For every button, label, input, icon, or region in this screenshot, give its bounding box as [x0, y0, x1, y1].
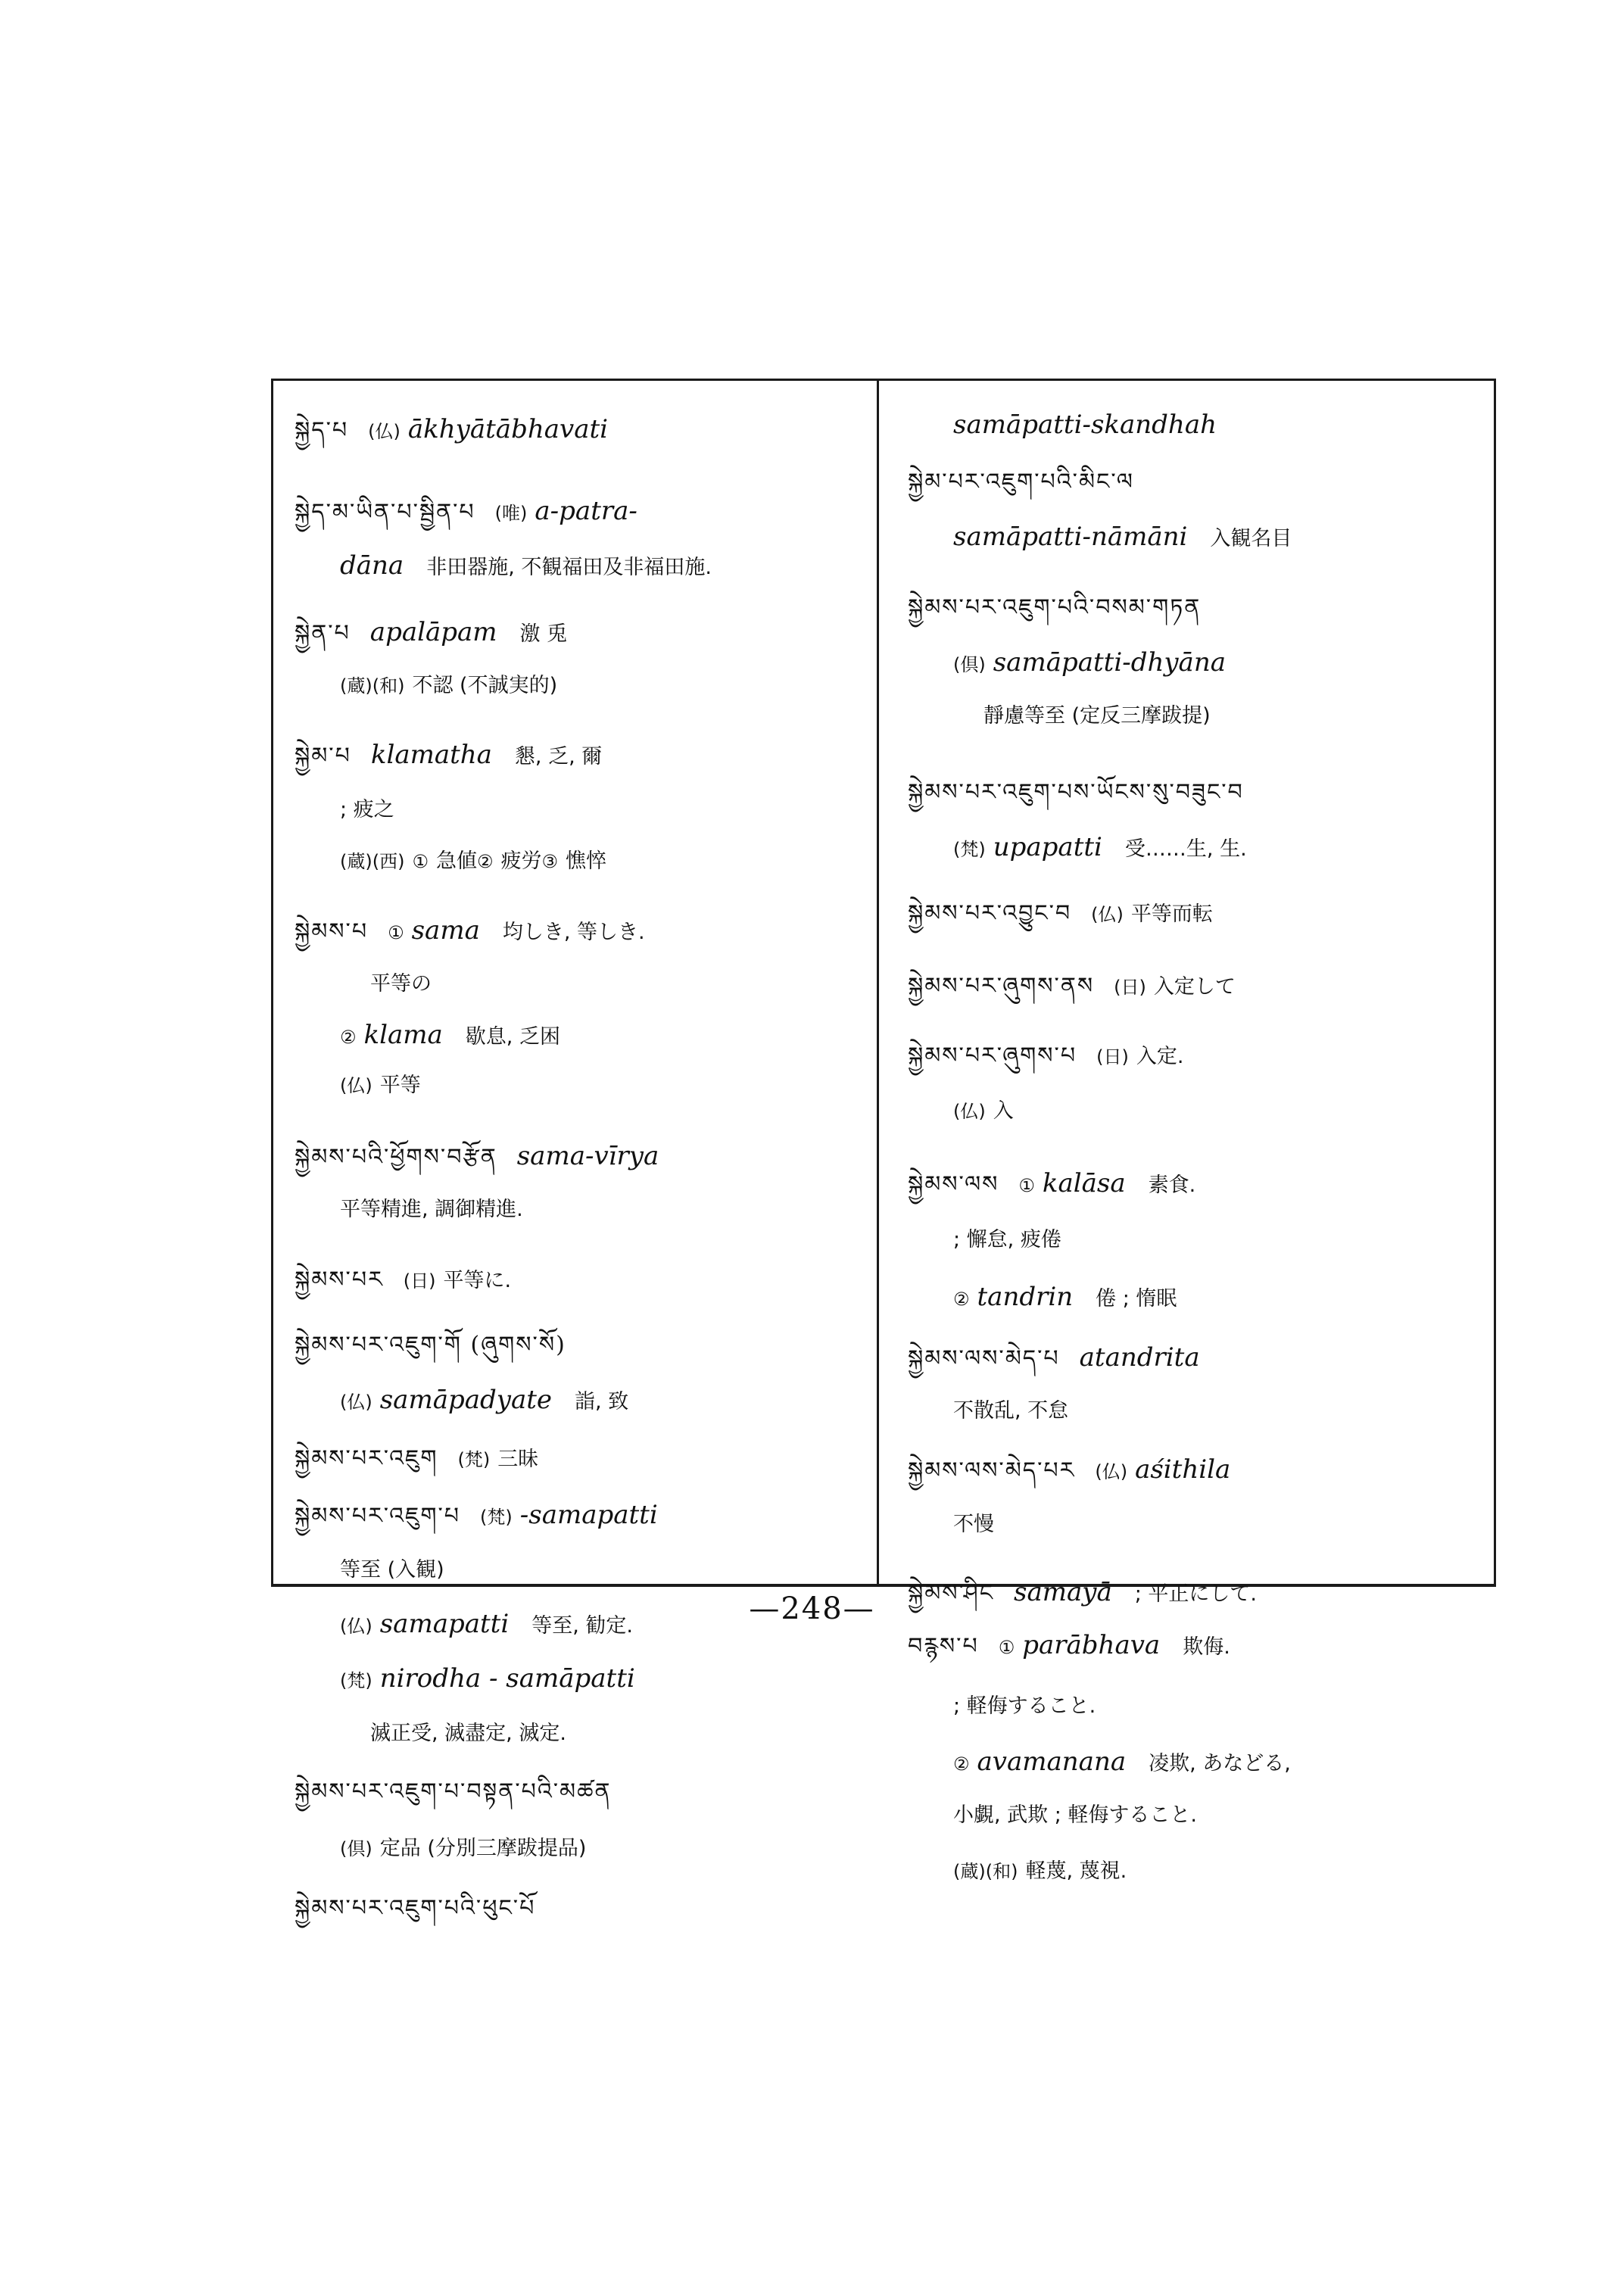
sanskrit-term: a-patra- — [535, 496, 637, 526]
entry-line — [908, 896, 1480, 933]
entry-continuation — [295, 843, 863, 880]
tibetan-headword: སྐྱེམས་ལས — [908, 1171, 999, 1198]
sanskrit-term: samāpatti-nāmāni — [953, 522, 1188, 552]
japanese-gloss: 欺侮. — [1183, 1635, 1230, 1659]
entry-continuation — [295, 965, 863, 1002]
dictionary-entry — [908, 590, 1480, 626]
sense-number: ① — [388, 922, 404, 943]
entry-continuation — [908, 697, 1480, 734]
dictionary-entry — [295, 1138, 863, 1176]
entry-continuation — [908, 1797, 1480, 1834]
sense-number: ② — [476, 851, 494, 872]
entry-line — [295, 912, 863, 951]
entry-line — [295, 1660, 863, 1699]
tibetan-headword: སྐྱེམས་པར་འཇུག — [295, 1445, 438, 1472]
dictionary-entry — [908, 968, 1480, 1005]
page-number: —248— — [749, 1591, 875, 1626]
sense-number: ③ — [541, 851, 558, 872]
japanese-gloss: 入定して — [1153, 975, 1236, 999]
japanese-gloss: 等至, 勧定. — [531, 1614, 633, 1638]
sanskrit-term: ākhyātābhavati — [407, 414, 609, 444]
tibetan-headword: སྐྱེམས་པར་འཇུག་པས་ཡོངས་སུ་བཟུང་བ — [908, 779, 1244, 806]
entry-line — [908, 407, 1480, 444]
tibetan-headword: སྐྱེམས་པར་འབྱུང་བ — [908, 900, 1072, 927]
japanese-gloss: 受……生, 生. — [1124, 837, 1247, 861]
japanese-gloss: 平等に. — [443, 1269, 512, 1292]
sanskrit-term: samāpatti-dhyāna — [993, 647, 1226, 678]
tibetan-headword: སྐྱེམས་ལས་མེད་པ — [908, 1345, 1060, 1372]
sanskrit-term: nirodha - samāpatti — [379, 1663, 635, 1694]
dictionary-entry — [908, 1627, 1480, 1666]
entry-continuation — [295, 1067, 863, 1104]
dictionary-entry — [295, 1774, 863, 1810]
entry-line — [908, 519, 1480, 557]
dictionary-entry — [295, 411, 863, 450]
entry-line — [908, 829, 1480, 868]
japanese-gloss: 平等 — [379, 1074, 421, 1097]
entry-continuation — [295, 1017, 863, 1055]
japanese-gloss: 三昧 — [497, 1448, 539, 1471]
entry-line — [908, 1744, 1480, 1782]
entry-line — [295, 547, 863, 586]
sense-number: ② — [953, 1753, 970, 1775]
japanese-gloss: 軽蔑, 蔑視. — [1025, 1859, 1127, 1883]
japanese-gloss: 憔悴 — [566, 849, 606, 873]
dictionary-entry — [908, 1339, 1480, 1377]
japanese-gloss: 急値 — [435, 849, 477, 873]
dictionary-entry — [295, 614, 863, 653]
japanese-gloss: 疲労 — [500, 849, 542, 873]
dictionary-entry — [908, 1038, 1480, 1075]
japanese-gloss: 入 — [993, 1099, 1014, 1123]
source-abbrev: (梵) — [953, 839, 986, 860]
entry-line — [295, 1262, 863, 1299]
entry-line — [295, 965, 863, 1002]
entry-line — [295, 1715, 863, 1752]
sanskrit-term: samapatti — [379, 1609, 510, 1639]
entry-continuation — [908, 1221, 1480, 1258]
entry-line — [295, 791, 863, 828]
entry-line — [295, 1551, 863, 1588]
entry-line — [908, 697, 1480, 734]
dictionary-entry — [295, 912, 863, 951]
entry-line — [908, 464, 1480, 500]
japanese-gloss: ; 懈怠, 疲倦 — [953, 1228, 1061, 1251]
tibetan-headword: སྐྱེམས་པར་འཇུག་པའི་ཕུང་པོ — [295, 1895, 536, 1922]
sense-number: ① — [998, 1637, 1015, 1658]
entry-line — [908, 1339, 1480, 1377]
entry-continuation — [908, 1506, 1480, 1543]
dictionary-entry — [908, 1451, 1480, 1490]
source-abbrev: (倶) — [953, 654, 986, 675]
tibetan-headword: སྐྱེམས་པར — [295, 1267, 384, 1293]
entry-line — [295, 1191, 863, 1228]
sense-number: ① — [412, 851, 429, 872]
entry-continuation — [908, 829, 1480, 868]
source-abbrev: (梵) — [340, 1670, 372, 1691]
entry-continuation — [908, 1744, 1480, 1782]
entry-continuation — [908, 407, 1480, 444]
right-column — [879, 381, 1494, 1883]
entry-line — [295, 1441, 863, 1478]
source-abbrev: (仏) — [340, 1616, 372, 1637]
entry-line — [908, 1451, 1480, 1490]
entry-continuation — [295, 791, 863, 828]
entry-continuation — [295, 1660, 863, 1699]
sanskrit-term: dāna — [340, 550, 404, 581]
source-abbrev: (日) — [1096, 1046, 1129, 1068]
source-abbrev: (日) — [403, 1270, 436, 1292]
source-abbrev: (仏) — [340, 1392, 372, 1413]
entry-line — [295, 614, 863, 653]
tibetan-headword: སྐྱེད་མ་ཡིན་པ་སྦྱིན་པ — [295, 499, 475, 525]
sense-number: ② — [340, 1027, 357, 1048]
tibetan-headword: སྐྱེམས་པར་ཞུགས་པ — [908, 1043, 1077, 1069]
source-abbrev: (蔵)(和) — [953, 1861, 1018, 1882]
dictionary-entry — [908, 775, 1480, 811]
sanskrit-term: -samapatti — [519, 1500, 658, 1530]
japanese-gloss: 不散乱, 不怠 — [953, 1399, 1069, 1423]
entry-line — [908, 1221, 1480, 1258]
entry-line — [295, 1067, 863, 1104]
japanese-gloss: 非田器施, 不観福田及非福田施. — [426, 556, 712, 579]
tibetan-headword: སྐྱེམས་པར་ཞུགས་ནས — [908, 973, 1095, 999]
japanese-gloss: ; 軽侮すること. — [953, 1694, 1096, 1718]
japanese-gloss: 詣, 致 — [575, 1390, 629, 1413]
tibetan-headword: སྐྱེམས་པར་འཇུག་གོ (ཞུགས་སོ) — [295, 1332, 566, 1358]
dictionary-entry — [908, 1165, 1480, 1204]
entry-continuation — [295, 547, 863, 586]
tibetan-headword: སྐྱེན་པ — [295, 620, 351, 647]
dictionary-entry — [295, 1890, 863, 1927]
sanskrit-term: samayā — [1014, 1577, 1112, 1607]
tibetan-headword: སྐྱེམས་པར་འཇུག་པའི་བསམ་གཏན — [908, 594, 1202, 621]
entry-continuation — [908, 1688, 1480, 1725]
japanese-gloss: 均しき, 等しき. — [502, 921, 645, 944]
sanskrit-term: tandrin — [977, 1282, 1074, 1312]
entry-line — [295, 1327, 863, 1364]
entry-line — [908, 775, 1480, 811]
source-abbrev: (仏) — [1091, 904, 1124, 925]
japanese-gloss: ; 平正にして. — [1134, 1582, 1258, 1606]
entry-line — [908, 968, 1480, 1005]
dictionary-entry — [908, 896, 1480, 933]
sanskrit-term: atandrita — [1079, 1342, 1200, 1373]
entry-line — [295, 1890, 863, 1927]
entry-continuation — [295, 1551, 863, 1588]
entry-line — [908, 590, 1480, 626]
source-abbrev: (梵) — [457, 1449, 491, 1470]
source-abbrev: (日) — [1114, 977, 1146, 998]
tibetan-headword: སྐྱེམས་པའི་ཕྱོགས་བརྩོན — [295, 1144, 497, 1170]
japanese-gloss: 定品 (分別三摩跋提品) — [379, 1837, 587, 1860]
japanese-gloss: 平等の — [370, 972, 432, 996]
sanskrit-term: aśithila — [1135, 1454, 1231, 1485]
source-abbrev: (仏) — [1095, 1461, 1128, 1482]
source-abbrev: (仏) — [368, 421, 401, 442]
japanese-gloss: 不認 (不誠実的) — [412, 674, 558, 697]
sanskrit-term: sama-vīrya — [516, 1141, 659, 1171]
entry-line — [295, 411, 863, 450]
sanskrit-term: upapatti — [993, 832, 1102, 862]
source-abbrev: (仏) — [340, 1075, 372, 1096]
entry-continuation — [908, 1279, 1480, 1317]
japanese-gloss: 倦 ; 惰眠 — [1096, 1287, 1177, 1311]
sanskrit-term: kalāsa — [1042, 1168, 1126, 1198]
entry-line — [295, 737, 863, 775]
japanese-gloss: 等至 (入観) — [340, 1558, 444, 1582]
source-abbrev: (仏) — [953, 1101, 986, 1122]
sanskrit-term: sama — [411, 915, 480, 946]
entry-line — [908, 1165, 1480, 1204]
entry-line — [295, 1382, 863, 1420]
sanskrit-term: klama — [363, 1020, 443, 1050]
entry-continuation — [295, 1382, 863, 1420]
entry-continuation — [295, 1191, 863, 1228]
japanese-gloss: ; 疲之 — [340, 798, 394, 821]
tibetan-headword: སྐྱེམས་པར་འཇུག་པ — [295, 1503, 461, 1529]
entry-line — [908, 1688, 1480, 1725]
entry-continuation — [908, 1853, 1480, 1890]
japanese-gloss: 激 兎 — [519, 622, 568, 646]
japanese-gloss: 入観名目 — [1210, 527, 1292, 550]
entry-line — [908, 1038, 1480, 1075]
sanskrit-term: klamatha — [370, 740, 492, 770]
japanese-gloss: 平等而転 — [1130, 902, 1213, 926]
tibetan-headword: སྐྱེམས་པ — [295, 918, 369, 945]
tibetan-headword: སྐྱེམ་པར་འཇུག་པའི་མིང་ལ — [908, 469, 1134, 495]
entry-line — [295, 843, 863, 880]
source-abbrev: (蔵)(和) — [340, 675, 405, 697]
tibetan-headword: སྐྱེམས་པར་འཇུག་པ་བསྟན་པའི་མཚན — [295, 1778, 612, 1805]
japanese-gloss: 平等精進, 調御精進. — [340, 1198, 523, 1221]
japanese-gloss: 入定. — [1136, 1045, 1184, 1068]
dictionary-entry — [295, 1497, 863, 1535]
japanese-gloss: 凌欺, あなどる, — [1149, 1752, 1291, 1775]
entry-line — [908, 1853, 1480, 1890]
entry-line — [908, 1279, 1480, 1317]
entry-line — [295, 1017, 863, 1055]
entry-continuation — [295, 1830, 863, 1867]
tibetan-headword: སྐྱེམ་པ — [295, 743, 351, 769]
entry-line — [295, 1774, 863, 1810]
sense-number: ① — [1018, 1175, 1035, 1196]
japanese-gloss: 滅正受, 滅盡定, 滅定. — [370, 1722, 566, 1745]
entry-line — [295, 1830, 863, 1867]
japanese-gloss: 靜慮等至 (定反三摩跋提) — [983, 704, 1211, 728]
dictionary-entry — [295, 1441, 863, 1478]
entry-continuation — [908, 519, 1480, 557]
entry-continuation — [908, 1092, 1480, 1130]
entry-continuation — [295, 1715, 863, 1752]
dictionary-entry — [908, 464, 1480, 500]
dictionary-entry — [295, 737, 863, 775]
entry-line — [295, 1138, 863, 1176]
japanese-gloss: 歇息, 乏困 — [465, 1025, 560, 1049]
entry-line — [908, 1392, 1480, 1429]
entry-line — [908, 644, 1480, 683]
tibetan-headword: སྐྱེམས་ལས་མེད་པར — [908, 1457, 1076, 1484]
entry-continuation — [295, 667, 863, 704]
entry-continuation — [908, 644, 1480, 683]
japanese-gloss: 不慢 — [953, 1513, 994, 1536]
tibetan-headword: བརྙས་པ — [908, 1633, 979, 1660]
source-abbrev: (梵) — [480, 1507, 513, 1528]
source-abbrev: (蔵)(西) — [340, 851, 405, 872]
entry-line — [908, 1627, 1480, 1666]
entry-line — [295, 493, 863, 531]
sanskrit-term: samāpadyate — [379, 1385, 553, 1415]
japanese-gloss: 小覷, 武欺 ; 軽侮すること. — [953, 1803, 1198, 1827]
dictionary-entry — [295, 1262, 863, 1299]
japanese-gloss: 素食. — [1148, 1173, 1196, 1197]
japanese-gloss: 懇, 乏, 爾 — [514, 745, 603, 768]
dictionary-entry — [295, 1327, 863, 1364]
source-abbrev: (唯) — [494, 503, 528, 524]
entry-line — [908, 1506, 1480, 1543]
entry-line — [295, 1497, 863, 1535]
tibetan-headword: སྐྱེམས་ཤིང — [908, 1580, 995, 1607]
entry-continuation — [908, 1392, 1480, 1429]
source-abbrev: (倶) — [340, 1838, 372, 1859]
entry-line — [295, 667, 863, 704]
tibetan-headword: སྐྱེད་པ — [295, 417, 349, 444]
sanskrit-term: parābhava — [1022, 1630, 1161, 1660]
dictionary-entry — [295, 493, 863, 531]
entry-line — [908, 1092, 1480, 1130]
sanskrit-term: avamanana — [977, 1747, 1127, 1777]
entry-line — [908, 1797, 1480, 1834]
sanskrit-term: samāpatti-skandhah — [953, 410, 1217, 440]
sanskrit-term: apalāpam — [369, 617, 497, 647]
sense-number: ② — [953, 1289, 970, 1310]
